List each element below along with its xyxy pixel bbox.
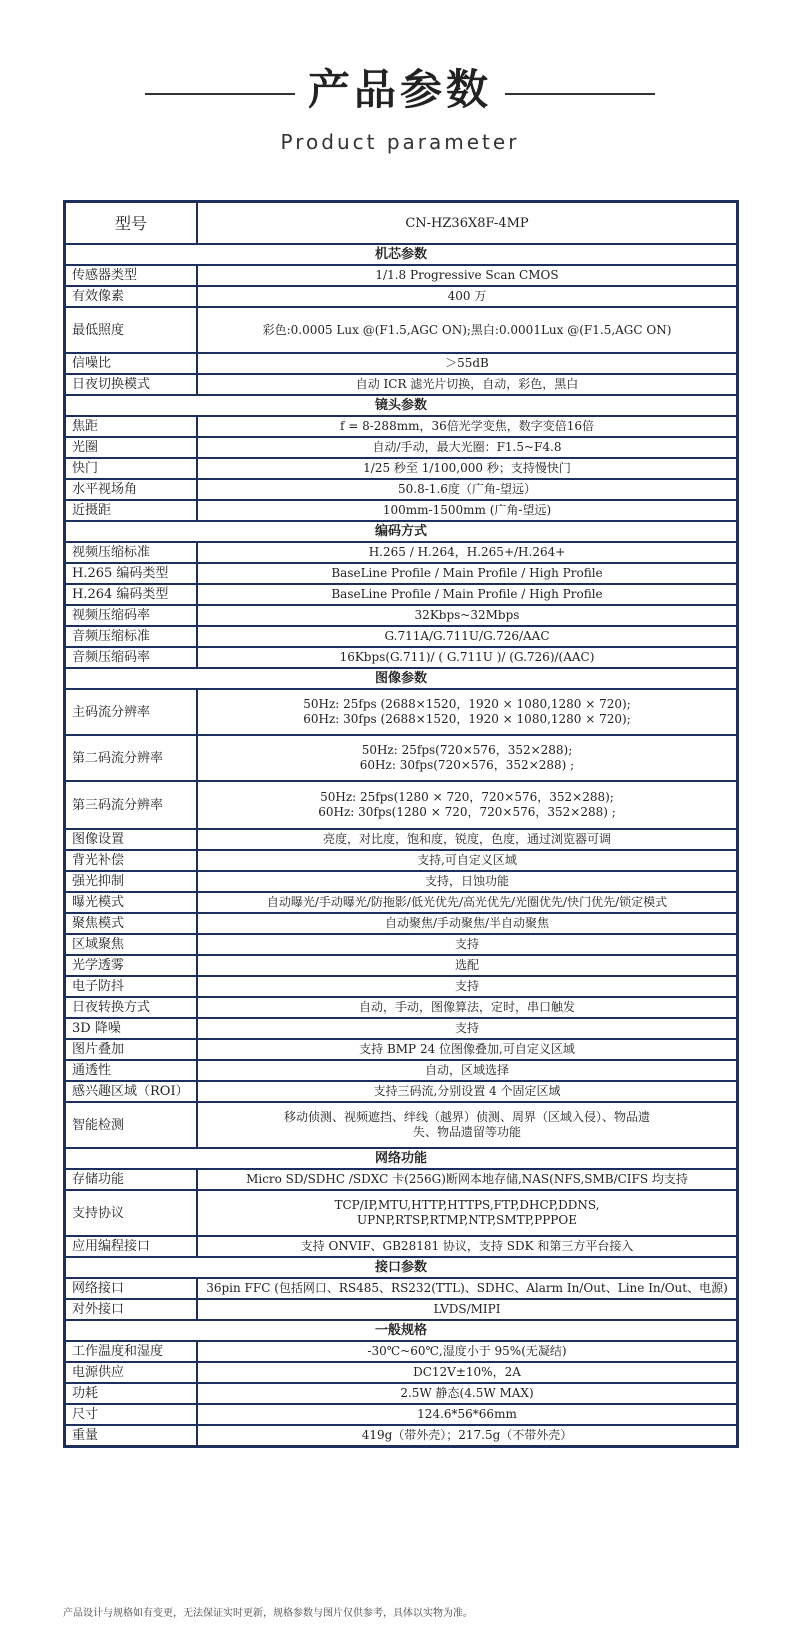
spec-value xyxy=(197,997,738,1018)
spec-row xyxy=(65,1278,738,1299)
spec-label: 日夜切换模式 xyxy=(65,374,198,395)
spec-row xyxy=(65,1236,738,1257)
spec-value-line: 32Kbps~32Mbps xyxy=(414,608,520,622)
spec-row xyxy=(65,976,738,997)
spec-value-line: ＞55dB xyxy=(445,356,489,370)
spec-value-line: 自动，区域选择 xyxy=(424,1063,509,1077)
spec-value-line: DC12V±10%，2A xyxy=(413,1365,521,1379)
spec-value-line: 60Hz: 30fps (2688×1520，1920 × 1080,1280 × 720); xyxy=(303,712,631,726)
spec-row xyxy=(65,647,738,668)
spec-row xyxy=(65,437,738,458)
spec-value-line: f = 8-288mm，36倍光学变焦，数字变倍16倍 xyxy=(339,419,595,433)
spec-row xyxy=(65,584,738,605)
spec-label: 尺寸 xyxy=(65,1404,198,1425)
section-header-row xyxy=(65,395,738,416)
spec-label: 感兴趣区域（ROI） xyxy=(65,1081,198,1102)
spec-value-line: 50Hz: 25fps(720×576，352×288); xyxy=(361,743,573,757)
spec-value-line: 自动，手动，图像算法，定时，串口触发 xyxy=(358,1000,575,1014)
spec-value-line: 彩色:0.0005 Lux @(F1.5,AGC ON);黑白:0.0001Lux @(F1.5,AGC ON) xyxy=(262,322,672,337)
spec-value-line: 50Hz: 25fps(1280 × 720，720×576，352×288); xyxy=(320,790,614,804)
spec-value xyxy=(197,1236,738,1257)
spec-value xyxy=(197,647,738,668)
spec-table xyxy=(63,200,739,1448)
spec-value xyxy=(197,374,738,395)
spec-value-line: 自动聚焦/手动聚焦/半自动聚焦 xyxy=(384,916,550,930)
spec-row xyxy=(65,913,738,934)
spec-row xyxy=(65,781,738,829)
spec-label: 视频压缩标准 xyxy=(65,542,198,563)
section-header-row xyxy=(65,1320,738,1341)
spec-row xyxy=(65,458,738,479)
spec-row xyxy=(65,286,738,307)
spec-value xyxy=(197,584,738,605)
spec-value-line: 支持,可自定义区域 xyxy=(417,853,517,867)
page-title: 产品参数 xyxy=(308,62,492,118)
spec-value xyxy=(197,307,738,353)
spec-value-line: 2.5W 静态(4.5W MAX) xyxy=(400,1386,534,1400)
section-title: 镜头参数 xyxy=(65,395,738,416)
spec-value-line: 1/25 秒至 1/100,000 秒；支持慢快门 xyxy=(363,461,571,475)
spec-row xyxy=(65,374,738,395)
spec-value xyxy=(197,1018,738,1039)
spec-row xyxy=(65,934,738,955)
spec-row xyxy=(65,1425,738,1447)
spec-value xyxy=(197,626,738,647)
section-header-row xyxy=(65,1257,738,1278)
spec-row xyxy=(65,1190,738,1236)
spec-row xyxy=(65,353,738,374)
spec-value-line: 16Kbps(G.711)/ ( G.711U )/ (G.726)/(AAC) xyxy=(339,650,595,664)
spec-value xyxy=(197,892,738,913)
spec-value-line: 支持三码流,分别设置 4 个固定区域 xyxy=(373,1084,561,1098)
page-header xyxy=(0,0,800,190)
model-value: CN-HZ36X8F-4MP xyxy=(197,202,738,245)
spec-value-line: 100mm-1500mm (广角-望远) xyxy=(382,503,552,517)
section-title: 网络功能 xyxy=(65,1148,738,1169)
spec-label: 电子防抖 xyxy=(65,976,198,997)
spec-row xyxy=(65,1060,738,1081)
spec-row xyxy=(65,605,738,626)
spec-value-line: 419g（带外壳）；217.5g（不带外壳） xyxy=(361,1428,573,1442)
spec-label: 区域聚焦 xyxy=(65,934,198,955)
spec-label: H.264 编码类型 xyxy=(65,584,198,605)
footnote: 产品设计与规格如有变更，无法保证实时更新，规格参数与图片仅供参考，具体以实物为准。 xyxy=(63,1608,473,1619)
spec-value-line: 支持 xyxy=(454,1021,479,1035)
spec-value-line: UPNP,RTSP,RTMP,NTP,SMTP,PPPOE xyxy=(357,1213,577,1227)
spec-label: 工作温度和湿度 xyxy=(65,1341,198,1362)
spec-value-line: BaseLine Profile / Main Profile / High Profile xyxy=(331,587,603,601)
spec-row xyxy=(65,1362,738,1383)
spec-label: 光学透雾 xyxy=(65,955,198,976)
section-title: 接口参数 xyxy=(65,1257,738,1278)
section-title: 图像参数 xyxy=(65,668,738,689)
spec-row xyxy=(65,955,738,976)
spec-label: 最低照度 xyxy=(65,307,198,353)
section-title: 机芯参数 xyxy=(65,244,738,265)
spec-value-line: 自动/手动，最大光圈：F1.5~F4.8 xyxy=(372,440,562,454)
spec-value xyxy=(197,1299,738,1320)
spec-value xyxy=(197,934,738,955)
spec-label: 图像设置 xyxy=(65,829,198,850)
model-row xyxy=(65,202,738,245)
section-header-row xyxy=(65,244,738,265)
model-label: 型号 xyxy=(65,202,198,245)
spec-value xyxy=(197,781,738,829)
spec-label: 快门 xyxy=(65,458,198,479)
page-subtitle: Product parameter xyxy=(280,130,520,154)
spec-value-line: 支持 BMP 24 位图像叠加,可自定义区域 xyxy=(359,1042,575,1056)
spec-value-line: 失、物品遗留等功能 xyxy=(412,1125,521,1139)
spec-label: 有效像素 xyxy=(65,286,198,307)
spec-value xyxy=(197,1102,738,1148)
spec-value xyxy=(197,735,738,781)
spec-value-line: 36pin FFC (包括网口、RS485、RS232(TTL)、SDHC、Alarm In/Out、Line In/Out、电源) xyxy=(206,1281,728,1295)
spec-value xyxy=(197,850,738,871)
spec-row xyxy=(65,479,738,500)
spec-value xyxy=(197,563,738,584)
spec-value xyxy=(197,500,738,521)
spec-label: 第三码流分辨率 xyxy=(65,781,198,829)
spec-row xyxy=(65,850,738,871)
spec-label: 近摄距 xyxy=(65,500,198,521)
spec-row xyxy=(65,1383,738,1404)
spec-row xyxy=(65,871,738,892)
spec-label: 聚焦模式 xyxy=(65,913,198,934)
spec-label: 传感器类型 xyxy=(65,265,198,286)
spec-value xyxy=(197,416,738,437)
spec-value xyxy=(197,689,738,735)
spec-row xyxy=(65,1102,738,1148)
spec-value xyxy=(197,913,738,934)
spec-value-line: BaseLine Profile / Main Profile / High Profile xyxy=(331,566,603,580)
spec-label: 网络接口 xyxy=(65,1278,198,1299)
spec-row xyxy=(65,542,738,563)
spec-value xyxy=(197,1404,738,1425)
spec-value-line: 50.8-1.6度（广角-望远） xyxy=(398,482,536,496)
spec-row xyxy=(65,892,738,913)
spec-label: 焦距 xyxy=(65,416,198,437)
spec-label: 水平视场角 xyxy=(65,479,198,500)
spec-value xyxy=(197,955,738,976)
spec-value xyxy=(197,542,738,563)
spec-row xyxy=(65,1081,738,1102)
spec-value xyxy=(197,1425,738,1447)
spec-row xyxy=(65,563,738,584)
spec-row xyxy=(65,1039,738,1060)
spec-value xyxy=(197,1081,738,1102)
spec-value xyxy=(197,1383,738,1404)
spec-value xyxy=(197,1362,738,1383)
spec-value-line: 支持 xyxy=(454,937,479,951)
spec-value-line: 支持 ONVIF、GB28181 协议，支持 SDK 和第三方平台接入 xyxy=(300,1239,634,1253)
spec-value-line: Micro SD/SDHC /SDXC 卡(256G)断网本地存储,NAS(NFS,SMB/CIFS 均支持 xyxy=(246,1172,688,1186)
section-header-row xyxy=(65,521,738,542)
spec-value xyxy=(197,458,738,479)
spec-label: 第二码流分辨率 xyxy=(65,735,198,781)
spec-label: 信噪比 xyxy=(65,353,198,374)
spec-value-line: 60Hz: 30fps(720×576，352×288) ; xyxy=(359,758,575,772)
spec-value xyxy=(197,1169,738,1190)
spec-label: 视频压缩码率 xyxy=(65,605,198,626)
spec-value-line: 支持，日蚀功能 xyxy=(424,874,509,888)
spec-label: 主码流分辨率 xyxy=(65,689,198,735)
spec-row xyxy=(65,1018,738,1039)
section-title: 编码方式 xyxy=(65,521,738,542)
spec-label: 智能检测 xyxy=(65,1102,198,1148)
spec-value-line: TCP/IP,MTU,HTTP,HTTPS,FTP,DHCP,DDNS, xyxy=(334,1198,600,1212)
spec-label: 支持协议 xyxy=(65,1190,198,1236)
spec-row xyxy=(65,735,738,781)
spec-value xyxy=(197,437,738,458)
spec-label: 对外接口 xyxy=(65,1299,198,1320)
spec-row xyxy=(65,307,738,353)
spec-label: 光圈 xyxy=(65,437,198,458)
spec-value-line: 124.6*56*66mm xyxy=(417,1407,517,1421)
spec-row xyxy=(65,500,738,521)
spec-value xyxy=(197,1060,738,1081)
spec-value-line: 移动侦测、视频遮挡、绊线（越界）侦测、周界（区域入侵）、物品遗 xyxy=(283,1110,650,1124)
spec-value-line: 400 万 xyxy=(447,289,487,303)
spec-row xyxy=(65,689,738,735)
spec-row xyxy=(65,416,738,437)
spec-value-line: 自动曝光/手动曝光/防拖影/低光优先/高光优先/光圈优先/快门优先/锁定模式 xyxy=(266,895,668,909)
spec-value-line: 1/1.8 Progressive Scan CMOS xyxy=(375,268,559,282)
spec-row xyxy=(65,997,738,1018)
spec-label: 音频压缩标准 xyxy=(65,626,198,647)
spec-row xyxy=(65,1341,738,1362)
spec-value xyxy=(197,265,738,286)
section-header-row xyxy=(65,668,738,689)
spec-value-line: 自动 ICR 滤光片切换，自动，彩色，黑白 xyxy=(355,377,579,391)
spec-label: 功耗 xyxy=(65,1383,198,1404)
spec-value xyxy=(197,1190,738,1236)
spec-value-line: LVDS/MIPI xyxy=(433,1302,501,1316)
spec-value xyxy=(197,353,738,374)
spec-value-line: H.265 / H.264，H.265+/H.264+ xyxy=(368,545,566,559)
spec-label: 电源供应 xyxy=(65,1362,198,1383)
spec-label: 日夜转换方式 xyxy=(65,997,198,1018)
section-title: 一般规格 xyxy=(65,1320,738,1341)
spec-value xyxy=(197,829,738,850)
spec-label: 背光补偿 xyxy=(65,850,198,871)
spec-value xyxy=(197,976,738,997)
spec-row xyxy=(65,1404,738,1425)
spec-value xyxy=(197,286,738,307)
spec-label: 图片叠加 xyxy=(65,1039,198,1060)
spec-value-line: 选配 xyxy=(454,958,479,972)
spec-row xyxy=(65,626,738,647)
spec-value-line: 亮度，对比度，饱和度，锐度，色度，通过浏览器可调 xyxy=(322,832,611,846)
spec-value-line: G.711A/G.711U/G.726/AAC xyxy=(384,629,550,643)
spec-value xyxy=(197,1341,738,1362)
spec-label: 存储功能 xyxy=(65,1169,198,1190)
spec-label: H.265 编码类型 xyxy=(65,563,198,584)
spec-row xyxy=(65,1169,738,1190)
spec-value-line: 50Hz: 25fps (2688×1520，1920 × 1080,1280 × 720); xyxy=(303,697,631,711)
spec-row xyxy=(65,829,738,850)
spec-value-line: 60Hz: 30fps(1280 × 720，720×576，352×288) ; xyxy=(318,805,616,819)
spec-value-line: -30℃~60℃,湿度小于 95%(无凝结) xyxy=(367,1344,567,1358)
spec-label: 曝光模式 xyxy=(65,892,198,913)
spec-row xyxy=(65,265,738,286)
section-header-row xyxy=(65,1148,738,1169)
spec-label: 应用编程接口 xyxy=(65,1236,198,1257)
spec-label: 音频压缩码率 xyxy=(65,647,198,668)
spec-label: 重量 xyxy=(65,1425,198,1447)
spec-value xyxy=(197,479,738,500)
spec-label: 通透性 xyxy=(65,1060,198,1081)
spec-value xyxy=(197,605,738,626)
spec-value xyxy=(197,1039,738,1060)
spec-row xyxy=(65,1299,738,1320)
spec-value xyxy=(197,1278,738,1299)
spec-value xyxy=(197,871,738,892)
spec-value-line: 支持 xyxy=(454,979,479,993)
spec-label: 强光抑制 xyxy=(65,871,198,892)
spec-label: 3D 降噪 xyxy=(65,1018,198,1039)
